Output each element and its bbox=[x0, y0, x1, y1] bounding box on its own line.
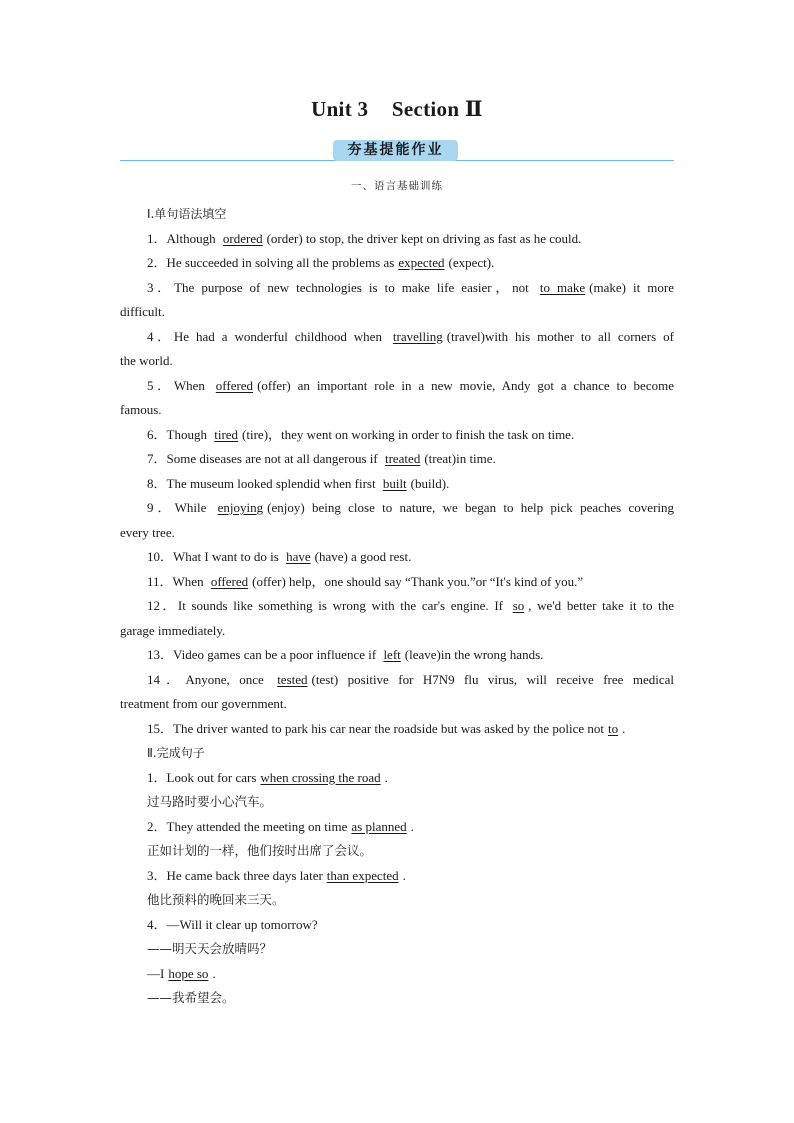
answer-blank: as planned bbox=[351, 818, 407, 834]
item-text: (tire)，they went on working in order to finish the task on time. bbox=[242, 426, 575, 442]
exercise-item bbox=[120, 643, 674, 668]
item-number: 11． bbox=[147, 573, 173, 589]
answer-blank: tired bbox=[214, 426, 239, 442]
item-text: . bbox=[212, 965, 216, 981]
exercise-item-reply bbox=[120, 962, 674, 987]
item-text: Some diseases are not at all dangerous if bbox=[166, 451, 381, 466]
answer-blank: travelling bbox=[392, 328, 443, 344]
answer-blank: treated bbox=[384, 451, 421, 466]
item-number: 12． bbox=[147, 598, 178, 613]
item-number: 9． bbox=[147, 500, 175, 515]
item-text: The purpose of new technologies is to make life easier，not bbox=[174, 279, 536, 295]
item-text: (make) it more bbox=[589, 279, 674, 295]
part1-list bbox=[120, 227, 674, 742]
exercise-item bbox=[120, 325, 674, 350]
item-text: (offer) an important role in a new movie, Andy got a chance to become bbox=[257, 377, 674, 393]
answer-blank: tested bbox=[277, 671, 308, 687]
item-text: . bbox=[410, 818, 414, 834]
exercise-item bbox=[120, 374, 674, 399]
answer-blank: when crossing the road bbox=[260, 769, 381, 785]
item-number: 1． bbox=[147, 230, 167, 246]
item-text: —Will it clear up tomorrow? bbox=[166, 916, 318, 932]
exercise-item bbox=[120, 864, 674, 889]
item-text: (order) to stop, the driver kept on driving as fast as he could. bbox=[266, 230, 582, 246]
item-text: (treat)in time. bbox=[424, 451, 496, 466]
answer-blank: than expected bbox=[326, 867, 399, 883]
chinese-translation: ——明天天会放晴吗？ bbox=[147, 941, 273, 956]
item-text: He had a wonderful childhood when bbox=[173, 328, 389, 344]
answer-blank: enjoying bbox=[217, 500, 264, 515]
item-continuation: difficult. bbox=[120, 304, 165, 319]
item-text: . bbox=[402, 867, 406, 883]
exercise-item bbox=[120, 472, 674, 497]
item-text: Look out for cars bbox=[166, 769, 257, 785]
answer-blank: to make bbox=[539, 279, 586, 295]
answer-blank: to bbox=[608, 720, 619, 736]
item-text: (leave)in the wrong hands. bbox=[404, 647, 544, 662]
item-continuation: treatment from our government. bbox=[120, 696, 287, 711]
banner-bar bbox=[120, 140, 674, 164]
answer-blank: expected bbox=[398, 255, 445, 270]
page-title bbox=[0, 96, 794, 122]
answer-blank: so bbox=[512, 598, 525, 613]
item-text: They attended the meeting on time bbox=[166, 818, 348, 834]
item-text: . bbox=[622, 720, 626, 736]
item-text: (offer) help，one should say “Thank you.”or “It's kind of you.” bbox=[252, 573, 584, 589]
item-text: (expect). bbox=[448, 255, 495, 270]
exercise-item bbox=[120, 227, 674, 252]
item-number: 7． bbox=[147, 451, 167, 466]
section-label: Section Ⅱ bbox=[391, 97, 483, 121]
item-number: 2． bbox=[147, 255, 167, 270]
item-text: Though bbox=[166, 426, 211, 442]
item-text: (have) a good rest. bbox=[314, 549, 412, 564]
item-text: While bbox=[174, 500, 214, 515]
item-number: 1． bbox=[147, 769, 167, 785]
exercise-item bbox=[120, 815, 674, 840]
exercise-item bbox=[120, 766, 674, 791]
exercise-item bbox=[120, 913, 674, 938]
item-number: 4． bbox=[147, 328, 174, 344]
chinese-translation: 正如计划的一样，他们按时出席了会议。 bbox=[147, 843, 373, 858]
item-text: (test) positive for H7N9 flu virus, will receive free medical bbox=[311, 671, 674, 687]
item-number: 8． bbox=[147, 475, 167, 491]
item-text: When bbox=[172, 573, 207, 589]
item-number: 14． bbox=[147, 671, 186, 687]
chinese-translation: 他比预料的晚回来三天。 bbox=[147, 892, 285, 907]
item-continuation: famous. bbox=[120, 402, 162, 417]
answer-blank: offered bbox=[210, 573, 249, 589]
item-continuation: the world. bbox=[120, 353, 173, 368]
part1-heading: Ⅰ.单句语法填空 bbox=[147, 207, 227, 221]
item-text: He succeeded in solving all the problems as bbox=[166, 255, 395, 270]
exercise-content bbox=[120, 202, 674, 1011]
item-text: —I bbox=[147, 965, 165, 981]
exercise-item bbox=[120, 251, 674, 276]
answer-blank: left bbox=[383, 647, 401, 662]
answer-blank: hope so bbox=[168, 965, 209, 981]
item-number: 10． bbox=[147, 549, 174, 564]
item-number: 3． bbox=[147, 279, 175, 295]
item-continuation: garage immediately. bbox=[120, 622, 226, 638]
exercise-item bbox=[120, 276, 674, 301]
item-number: 3． bbox=[147, 867, 167, 883]
exercise-item bbox=[120, 447, 674, 472]
item-text: . bbox=[384, 769, 388, 785]
item-text: (enjoy) being close to nature, we began to help pick peaches covering bbox=[267, 500, 675, 515]
part2-heading: Ⅱ.完成句子 bbox=[147, 746, 205, 760]
exercise-item bbox=[120, 496, 674, 521]
exercise-item bbox=[120, 423, 674, 448]
item-text: Anyone, once bbox=[185, 671, 274, 687]
item-number: 2． bbox=[147, 818, 167, 834]
item-text: Although bbox=[166, 230, 219, 246]
item-text: The driver wanted to park his car near the roadside but was asked by the police not bbox=[173, 720, 605, 736]
item-text: He came back three days later bbox=[166, 867, 323, 883]
item-number: 5． bbox=[147, 377, 174, 393]
item-text: (travel)with his mother to all corners of bbox=[446, 328, 674, 344]
answer-blank: ordered bbox=[222, 230, 263, 246]
exercise-item bbox=[120, 545, 674, 570]
item-number: 4． bbox=[147, 916, 167, 932]
item-text: , we'd better take it to the bbox=[528, 598, 674, 613]
exercise-item bbox=[120, 594, 674, 619]
answer-blank: built bbox=[382, 475, 407, 491]
answer-blank: offered bbox=[215, 377, 254, 393]
exercise-item bbox=[120, 717, 674, 742]
item-text: It sounds like something is wrong with the car's engine. If bbox=[177, 598, 509, 613]
chinese-translation: ——我希望会。 bbox=[147, 990, 235, 1005]
exercise-item bbox=[120, 668, 674, 693]
item-text: What I want to do is bbox=[173, 549, 283, 564]
banner-label: 夯基提能作业 bbox=[333, 140, 458, 161]
unit-label: Unit 3 bbox=[311, 97, 369, 121]
part2-list bbox=[120, 766, 674, 1011]
item-number: 13． bbox=[147, 647, 174, 662]
item-text: Video games can be a poor influence if bbox=[173, 647, 380, 662]
item-number: 15． bbox=[147, 720, 174, 736]
subheading: 一、语言基础训练 bbox=[351, 180, 443, 192]
item-number: 6． bbox=[147, 426, 167, 442]
chinese-translation: 过马路时要小心汽车。 bbox=[147, 794, 273, 809]
item-text: (build). bbox=[410, 475, 450, 491]
item-text: The museum looked splendid when first bbox=[166, 475, 379, 491]
exercise-item bbox=[120, 570, 674, 595]
item-continuation: every tree. bbox=[120, 524, 175, 540]
answer-blank: have bbox=[286, 549, 311, 564]
item-text: When bbox=[173, 377, 212, 393]
